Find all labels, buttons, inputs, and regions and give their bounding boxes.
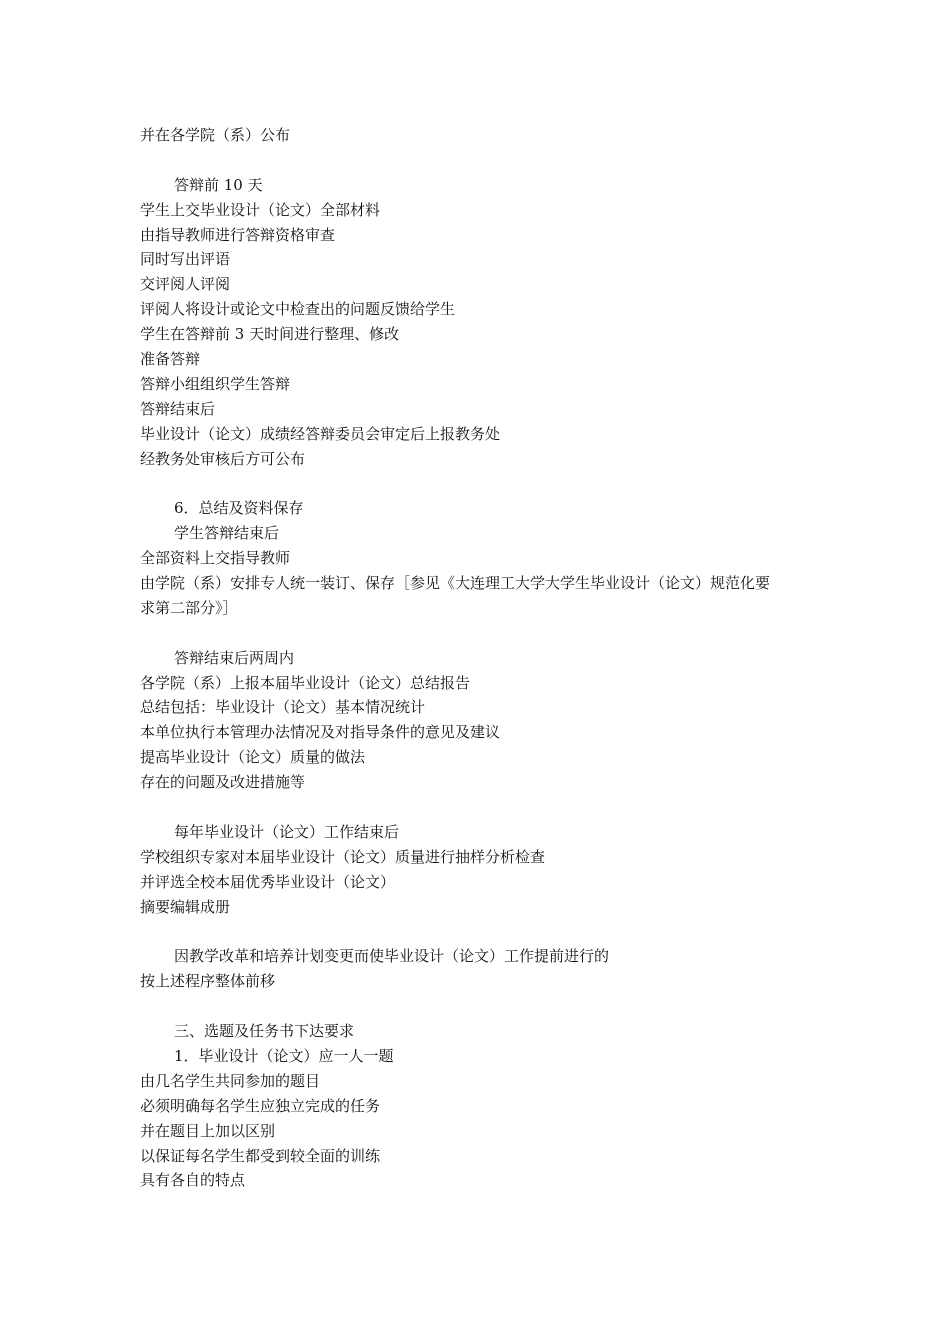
text-line: 因教学改革和培养计划变更而使毕业设计（论文）工作提前进行的 (174, 947, 610, 966)
text-line: 交评阅人评阅 (140, 275, 231, 294)
text-line: 由指导教师进行答辩资格审查 (140, 225, 336, 244)
paragraph-spacer (140, 148, 820, 173)
text-line: 并评选全校本届优秀毕业设计（论文） (140, 872, 396, 891)
paragraph (140, 173, 820, 472)
text-line: 提高毕业设计（论文）质量的做法 (140, 748, 366, 767)
text-line: 答辩结束后 (140, 399, 216, 418)
text-line: 三、选题及任务书下达要求 (174, 1022, 355, 1041)
text-line: 由几名学生共同参加的题目 (140, 1071, 321, 1090)
text-line: 同时写出评语 (140, 250, 231, 269)
paragraph-spacer (140, 920, 820, 945)
text-line: 总结包括：毕业设计（论文）基本情况统计 (140, 698, 426, 717)
text-line: 学生在答辩前 3 天时间进行整理、修改 (140, 325, 400, 344)
paragraph (140, 123, 820, 148)
text-line: 评阅人将设计或论文中检查出的问题反馈给学生 (140, 300, 456, 319)
text-line: 经教务处审核后方可公布 (140, 449, 306, 468)
text-line: 答辩结束后两周内 (174, 648, 295, 667)
paragraph-spacer (140, 471, 820, 496)
text-line: 以保证每名学生都受到较全面的训练 (140, 1146, 381, 1165)
text-line: 6．总结及资料保存 (174, 499, 304, 518)
paragraph-spacer (140, 994, 820, 1019)
text-line: 各学院（系）上报本届毕业设计（论文）总结报告 (140, 673, 471, 692)
text-line: 答辩小组组织学生答辩 (140, 374, 291, 393)
document-page (140, 123, 820, 1193)
text-line: 本单位执行本管理办法情况及对指导条件的意见及建议 (140, 723, 501, 742)
text-line: 求第二部分》］ (140, 598, 238, 617)
text-line: 必须明确每名学生应独立完成的任务 (140, 1096, 381, 1115)
text-line: 学生答辩结束后 (174, 524, 280, 543)
text-line: 由学院（系）安排专人统一装订、保存［参见《大连理工大学大学生毕业设计（论文）规范化要 (140, 574, 771, 593)
paragraph (140, 944, 820, 994)
text-line: 毕业设计（论文）成绩经答辩委员会审定后上报教务处 (140, 424, 501, 443)
paragraph-spacer (140, 621, 820, 646)
paragraph (140, 820, 820, 920)
text-line: 摘要编辑成册 (140, 897, 231, 916)
text-line: 答辩前 10 天 (174, 175, 263, 194)
text-line: 全部资料上交指导教师 (140, 549, 291, 568)
text-line: 学生上交毕业设计（论文）全部材料 (140, 200, 381, 219)
text-line: 存在的问题及改进措施等 (140, 773, 306, 792)
text-line: 每年毕业设计（论文）工作结束后 (174, 822, 400, 841)
text-line: 具有各自的特点 (140, 1171, 246, 1190)
paragraph-spacer (140, 795, 820, 820)
text-line: 1．毕业设计（论文）应一人一题 (174, 1046, 394, 1065)
paragraph (140, 1019, 820, 1193)
text-line: 按上述程序整体前移 (140, 972, 276, 991)
text-line: 并在题目上加以区别 (140, 1121, 276, 1140)
paragraph (140, 646, 820, 795)
text-line: 学校组织专家对本届毕业设计（论文）质量进行抽样分析检查 (140, 847, 546, 866)
text-line: 并在各学院（系）公布 (140, 126, 291, 144)
paragraph (140, 496, 820, 620)
text-line: 准备答辩 (140, 350, 201, 369)
